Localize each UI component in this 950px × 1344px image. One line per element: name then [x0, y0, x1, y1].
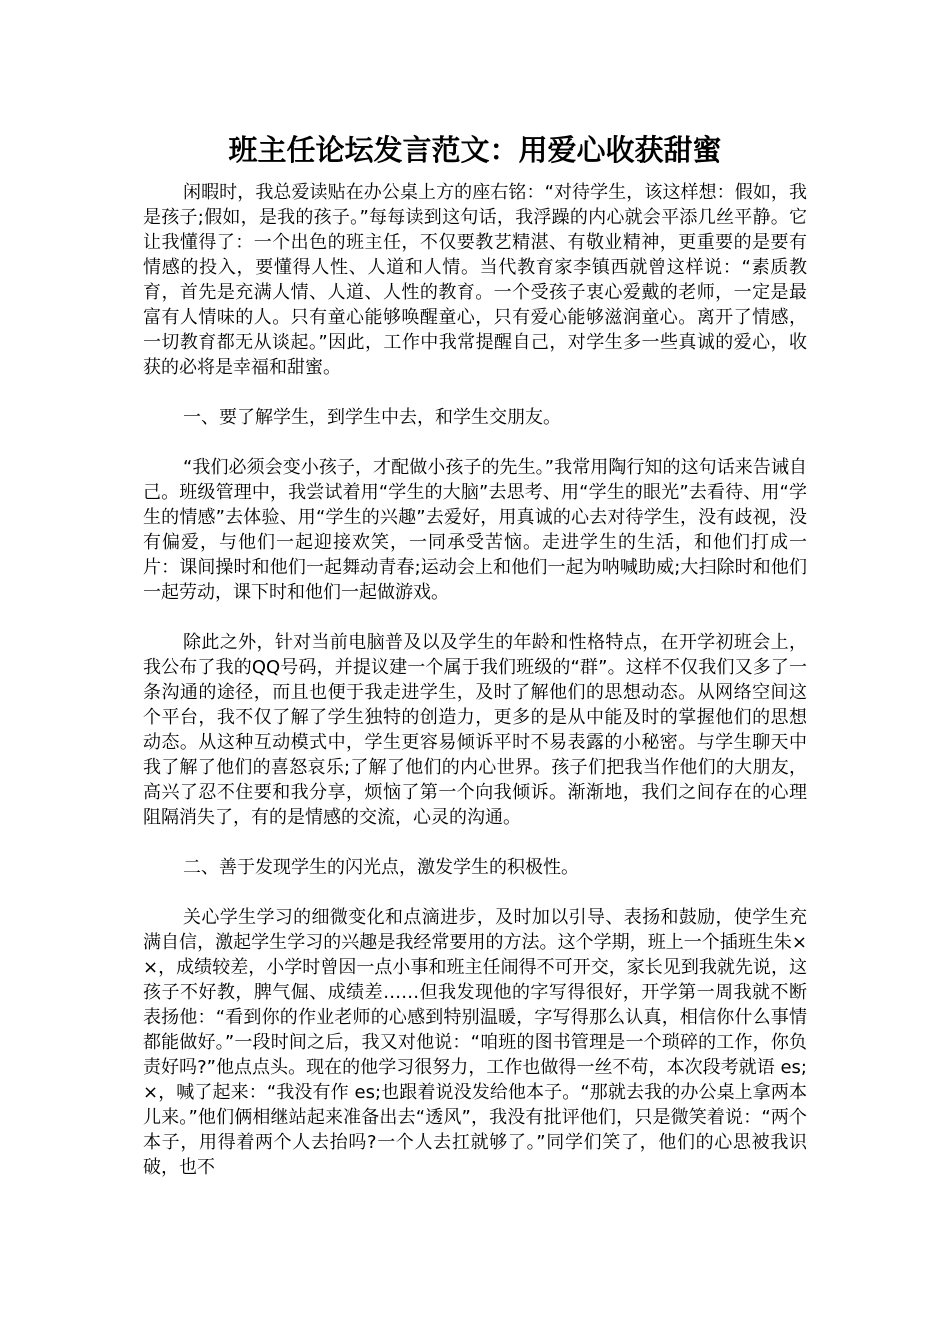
paragraph-section-2-body: 关心学生学习的细微变化和点滴进步，及时加以引导、表扬和鼓励，使学生充满自信，激起学生学习的兴趣是我经常要用的方法。这个学期，班上一个插班生朱××，成绩较差，小学时曾因一点小事和班主任闹得不可开交，家长见到我就先说，这孩子不好教，脾气倔、成绩差……但我发现他的字写得很好，开学第一周我就不断表扬他：“看到你的作业老师的心感到特别温暖，字写得那么认真，相信你什么事情都能做好。”一段时间之后，我又对他说：“咱班的图书管理是一个琐碎的工作，你负责好吗?”他点点头。现在的他学习很努力，工作也做得一丝不苟，本次段考就语 es;×，喊了起来：“我没有作 es;也跟着说没发给他本子。“那就去我的办公桌上拿两本儿来。”他们俩相继站起来准备出去“透风”，我没有批评他们，只是微笑着说：“两个本子，用得着两个人去抬吗?一个人去扛就够了。”同学们笑了，他们的心思被我识破，也不	[143, 907, 807, 1178]
document-title: 班主任论坛发言范文：用爱心收获甜蜜	[228, 133, 722, 167]
section-heading-2: 二、善于发现学生的闪光点，激发学生的积极性。	[183, 857, 579, 878]
document-page	[143, 128, 807, 1180]
paragraph-gap	[143, 380, 807, 405]
section-heading-1: 一、要了解学生，到学生中去，和学生交朋友。	[183, 407, 561, 428]
paragraph-gap	[143, 430, 807, 455]
paragraph-gap	[143, 605, 807, 630]
paragraph-gap	[143, 830, 807, 855]
paragraph-section-1-qq: 除此之外，针对当前电脑普及以及学生的年龄和性格特点，在开学初班会上，我公布了我的QQ号码，并提议建一个属于我们班级的“群”。这样不仅我们又多了一条沟通的途径，而且也便于我走进学生，及时了解他们的思想动态。从网络空间这个平台，我不仅了解了学生独特的创造力，更多的是从中能及时的掌握他们的思想动态。从这种互动模式中，学生更容易倾诉平时不易表露的小秘密。与学生聊天中我了解了他们的喜怒哀乐;了解了他们的内心世界。孩子们把我当作他们的大朋友，高兴了忍不住要和我分享，烦恼了第一个向我倾诉。渐渐地，我们之间存在的心理阻隔消失了，有的是情感的交流，心灵的沟通。	[143, 632, 807, 828]
paragraph-section-1-body: “我们必须会变小孩子，才配做小孩子的先生。”我常用陶行知的这句话来告诫自己。班级管理中，我尝试着用“学生的大脑”去思考、用“学生的眼光”去看待、用“学生的情感”去体验、用“学生的兴趣”去爱好，用真诚的心去对待学生，没有歧视，没有偏爱，与他们一起迎接欢笑，一同承受苦恼。走进学生的生活，和他们打成一片：课间操时和他们一起舞动青春;运动会上和他们一起为呐喊助威;大扫除时和他们一起劳动，课下时和他们一起做游戏。	[143, 457, 807, 603]
paragraph-gap	[143, 880, 807, 905]
paragraph-intro: 闲暇时，我总爱读贴在办公桌上方的座右铭：“对待学生，该这样想：假如，我是孩子;假如，是我的孩子。”每每读到这句话，我浮躁的内心就会平添几丝平静。它让我懂得了：一个出色的班主任，不仅要教艺精湛、有敬业精神，更重要的是要有情感的投入，要懂得人性、人道和人情。当代教育家李镇西就曾这样说：“素质教育，首先是充满人情、人道、人性的教育。一个受孩子衷心爱戴的老师，一定是最富有人情味的人。只有童心能够唤醒童心，只有爱心能够滋润童心。离开了情感，一切教育都无从谈起。”因此，工作中我常提醒自己，对学生多一些真诚的爱心，收获的必将是幸福和甜蜜。	[143, 182, 807, 378]
